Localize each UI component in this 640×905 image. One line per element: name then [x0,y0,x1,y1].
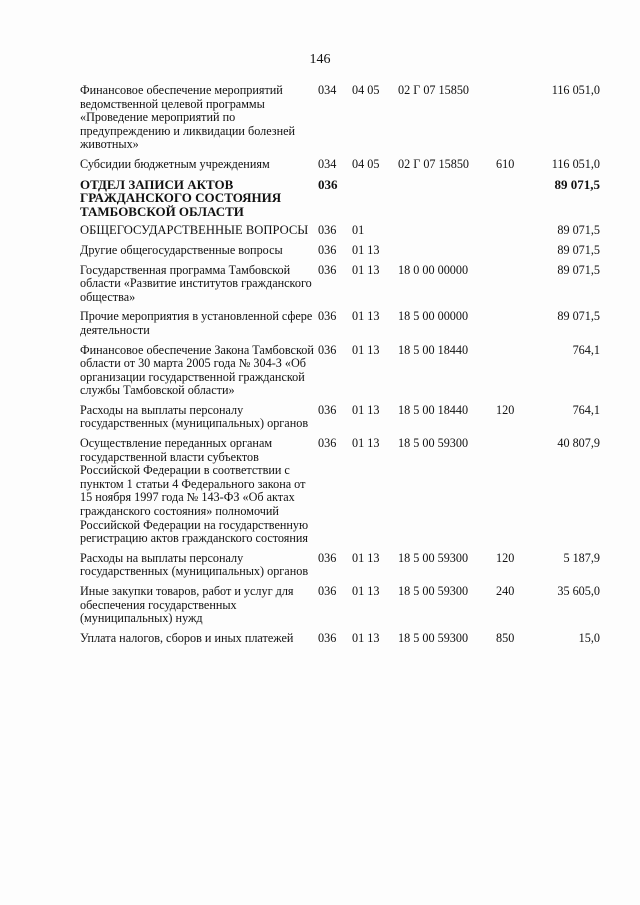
row-grbs-code: 036 [318,342,337,357]
row-expense-type-code [496,84,534,158]
row-expense-type-code [496,224,534,244]
row-grbs-code: 036 [318,436,337,451]
row-grbs-code: 036 [318,223,337,238]
table-row [80,224,600,244]
row-amount: 5 187,9 [563,550,600,565]
row-expense-type-code: 850 [496,630,515,645]
row-expense-type-code [496,244,534,264]
table-row [80,264,600,311]
row-amount: 40 807,9 [557,436,600,451]
row-target-article-code: 18 5 00 18440 [398,402,469,417]
row-grbs-code: 036 [318,242,337,257]
page-number: 146 [309,52,331,67]
table-row [80,632,600,652]
row-name: ОБЩЕГОСУДАРСТВЕННЫЕ ВОПРОСЫ [80,223,309,238]
row-amount: 15,0 [578,630,600,645]
row-target-article-code: 18 5 00 00000 [398,309,469,324]
row-section-code: 01 13 [352,262,380,277]
table-row [80,344,600,404]
row-grbs-code: 036 [318,584,337,598]
row-name: Государственная программа Тамбовской области «Развитие институтов гражданского общества» [80,262,312,304]
row-amount: 89 071,5 [554,176,600,192]
table-row [80,310,600,343]
budget-table [80,84,600,651]
row-grbs-code: 036 [318,262,337,277]
table-row [80,585,600,632]
table-row [80,552,600,585]
row-expense-type-code: 120 [496,550,515,565]
row-expense-type-code: 240 [496,584,515,598]
row-name: Расходы на выплаты персоналу государственных (муниципальных) органов [80,402,309,431]
row-grbs-code: 034 [318,83,337,97]
row-grbs-code: 036 [318,402,337,417]
row-grbs-code: 036 [318,550,337,565]
row-amount: 89 071,5 [557,262,600,277]
row-target-article-code: 18 5 00 59300 [398,630,469,645]
row-expense-type-code [496,264,534,311]
row-name: Расходы на выплаты персоналу государственных (муниципальных) органов [80,550,309,579]
row-target-article-code: 18 5 00 59300 [398,584,469,598]
table-row [80,84,600,158]
row-grbs-code: 036 [318,630,337,645]
row-expense-type-code [496,178,534,225]
row-name: ОТДЕЛ ЗАПИСИ АКТОВ ГРАЖДАНСКОГО СОСТОЯНИЯ ТАМБОВСКОЙ ОБЛАСТИ [80,176,282,219]
table-row [80,437,600,552]
table-row [80,178,600,225]
row-amount: 89 071,5 [557,223,600,238]
row-name: Осуществление переданных органам государственной власти субъектов Российской Федерации в соответствии с пунктом 1 статьи 4 Федерального закона от 15 ноября 1997 года № 143-ФЗ «Об актах гражданского состояния» полномочий Российской Федерации на государственную регистрацию актов гражданского состояния [80,436,309,546]
row-section-code: 01 13 [352,342,380,357]
row-grbs-code: 036 [318,176,338,192]
row-section-code: 01 13 [352,550,380,565]
row-amount: 116 051,0 [551,83,600,97]
row-amount: 116 051,0 [551,156,600,171]
row-expense-type-code: 610 [496,156,515,171]
row-grbs-code: 034 [318,156,337,171]
row-amount: 35 605,0 [557,584,600,598]
row-target-article-code: 18 5 00 59300 [398,550,469,565]
row-section-code: 01 [352,223,365,238]
row-name: Другие общегосударственные вопросы [80,242,283,257]
table-row [80,404,600,437]
row-expense-type-code [496,344,534,404]
row-name: Прочие мероприятия в установленной сфере деятельности [80,309,313,337]
row-amount: 89 071,5 [557,242,600,257]
row-name: Финансовое обеспечение мероприятий ведомственной целевой программы «Проведение мероприятий по предупреждению и ликвидации болезней животных» [80,83,296,152]
table-row [80,158,600,178]
row-target-article-code: 18 5 00 59300 [398,436,469,451]
row-expense-type-code: 120 [496,402,515,417]
row-amount: 89 071,5 [557,309,600,324]
row-section-code: 01 13 [352,436,380,451]
row-target-article-code: 02 Г 07 15850 [398,156,470,171]
row-target-article-code: 02 Г 07 15850 [398,83,470,97]
row-section-code: 01 13 [352,584,380,598]
row-section-code: 04 05 [352,156,380,171]
row-target-article-code: 18 0 00 00000 [398,262,469,277]
row-grbs-code: 036 [318,309,337,324]
row-section-code: 01 13 [352,309,380,324]
budget-table-body [80,84,600,651]
row-amount: 764,1 [572,402,600,417]
row-target-article-code [398,178,496,225]
row-expense-type-code [496,310,534,343]
row-target-article-code: 18 5 00 18440 [398,342,469,357]
row-name: Иные закупки товаров, работ и услуг для обеспечения государственных (муниципальных) нужд [80,584,294,626]
row-section-code: 04 05 [352,83,380,97]
row-target-article-code [398,224,496,244]
table-row [80,244,600,264]
row-name: Уплата налогов, сборов и иных платежей [80,630,294,645]
row-section-code [352,178,398,225]
row-expense-type-code [496,437,534,552]
row-section-code: 01 13 [352,630,380,645]
row-section-code: 01 13 [352,402,380,417]
row-amount: 764,1 [572,342,600,357]
row-name: Финансовое обеспечение Закона Тамбовской области от 30 марта 2005 года № 304-З «Об организации государственной гражданской службы Тамбовской области» [80,342,314,398]
row-target-article-code [398,244,496,264]
row-section-code: 01 13 [352,242,380,257]
row-name: Субсидии бюджетным учреждениям [80,156,270,171]
